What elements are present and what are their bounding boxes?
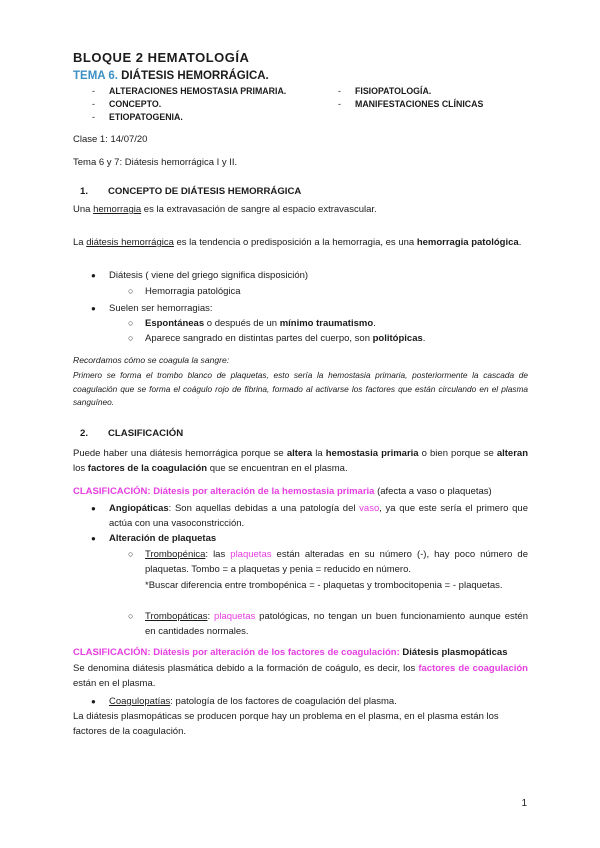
term: hemorragia (93, 204, 142, 215)
text: la (312, 448, 326, 459)
text: , ya que este sería el primero que actúa con una vasoconstricción. (109, 503, 528, 529)
bullet-text: Hemorragia patológica (145, 286, 241, 297)
sub-bullet-icon: ○ (128, 286, 134, 296)
outline-item (92, 86, 287, 96)
block-title: BLOQUE 2 HEMATOLOGÍA (73, 50, 250, 65)
bold-text: hemorragia patológica (416, 237, 519, 248)
outline-label: ALTERACIONES HEMOSTASIA PRIMARIA. (109, 86, 287, 96)
recall-title: Recordamos cómo se coagula la sangre: (73, 355, 230, 365)
section-number: 1. (80, 186, 89, 197)
bullet-icon: ● (91, 271, 96, 280)
bullet-item (91, 268, 309, 283)
page-number: 1 (521, 798, 527, 809)
outline-item (338, 99, 484, 109)
bullet-text: Suelen ser hemorragias: (109, 303, 213, 314)
bold-text: altera (286, 448, 313, 459)
sub-bullet-icon: ○ (128, 549, 134, 559)
text: están en el plasma. (73, 678, 156, 689)
topics-line: Tema 6 y 7: Diátesis hemorrágica I y II. (73, 157, 238, 168)
paragraph (73, 202, 528, 217)
bold-text: Alteración de plaquetas (109, 533, 217, 544)
sub-bullet-item (128, 284, 241, 299)
outline-dash: - (338, 99, 341, 109)
topic-number: TEMA 6. (73, 70, 118, 82)
text: es la tendencia o predisposición a la hemorragia, es una (173, 237, 417, 248)
bullet-item (91, 694, 397, 709)
sub-bullet-icon: ○ (128, 318, 134, 328)
bold-text: Espontáneas (145, 318, 205, 329)
term: Trombopénica (145, 549, 206, 560)
term: Trombopáticas (145, 611, 208, 622)
text: o bien porque se (418, 448, 497, 459)
bold-text: mínimo traumatismo (279, 318, 374, 329)
paragraph: La diátesis plasmopáticas se producen porque hay un problema en el plasma, en el plasma están los factores de la coagulación. (73, 711, 499, 737)
sub-bullet-icon: ○ (128, 333, 134, 343)
paragraph (73, 446, 528, 476)
bullet-item (91, 501, 528, 531)
text: : patología de los factores de coagulación del plasma. (170, 696, 397, 707)
outline-dash: - (92, 86, 95, 96)
outline-label: FISIOPATOLOGÍA. (355, 86, 432, 96)
text: es la extravasación de sangre al espacio extravascular. (141, 204, 377, 215)
bullet-icon: ● (91, 304, 96, 313)
outline-dash: - (92, 112, 95, 122)
topic-name: DIÁTESIS HEMORRÁGICA. (121, 70, 269, 82)
pink-heading: CLASIFICACIÓN: Diátesis por alteración de los factores de coagulación: (73, 647, 400, 658)
classification-heading (73, 645, 533, 660)
term: diátesis hemorrágica (86, 237, 174, 248)
text: o después de un (204, 318, 280, 329)
pink-text: plaquetas (230, 549, 272, 560)
term: Coagulopatías (109, 696, 171, 707)
text: La (73, 237, 87, 248)
section-title: CLASIFICACIÓN (108, 428, 184, 439)
outline-label: CONCEPTO. (109, 99, 162, 109)
text: : las (205, 549, 231, 560)
pink-text: plaquetas (214, 611, 256, 622)
outline-label: MANIFESTACIONES CLÍNICAS (355, 99, 484, 109)
text: los (73, 463, 88, 474)
bold-text: hemostasia primaria (325, 448, 419, 459)
topic-title (73, 70, 269, 82)
bullet-icon: ● (91, 697, 96, 706)
section-number: 2. (80, 428, 89, 439)
section-heading (80, 428, 184, 439)
classification-heading (73, 484, 533, 499)
bullet-icon: ● (91, 504, 96, 513)
bold-text: factores de la coagulación (87, 463, 208, 474)
section-heading (80, 186, 302, 197)
text: : Son aquellas debidas a una patología del (168, 503, 360, 514)
bold-text: politópicas (372, 333, 423, 344)
class-date: Clase 1: 14/07/20 (73, 134, 148, 145)
paragraph (73, 235, 528, 250)
text: Aparece sangrado en distintas partes del cuerpo, son (145, 333, 373, 344)
text: Una (73, 204, 94, 215)
text: que se encuentran en el plasma. (207, 463, 348, 474)
text: Se denomina diátesis plasmática debido a la formación de coágulo, es decir, los (73, 663, 419, 674)
text: Puede haber una diátesis hemorrágica porque se (73, 448, 287, 459)
bullet-item (91, 301, 213, 316)
outline-item (92, 112, 183, 122)
note: *Buscar diferencia entre trombopénica = - plaquetas y trombocitopenia = - plaquetas. (145, 580, 503, 591)
pink-heading: CLASIFICACIÓN: Diátesis por alteración de la hemostasia primaria (73, 486, 375, 497)
text: : (207, 611, 215, 622)
outline-item (92, 99, 162, 109)
text: . (422, 333, 426, 344)
text: . (518, 237, 522, 248)
outline-item (338, 86, 432, 96)
outline-label: ETIOPATOGENIA. (109, 112, 183, 122)
sub-bullet-icon: ○ (128, 611, 134, 621)
sub-bullet-item (128, 331, 426, 346)
text: patológicas, no tengan un buen funcionamiento aunque estén en cantidades normales. (145, 611, 528, 637)
bold-text: Angiopáticas (109, 503, 169, 514)
pink-text: factores de coagulación (418, 663, 528, 674)
bold-text: alteran (496, 448, 528, 459)
sub-bullet-item (128, 316, 376, 331)
paragraph (73, 661, 528, 691)
sub-bullet-item (128, 609, 528, 639)
bullet-item (91, 531, 217, 546)
bullet-text: Diátesis ( viene del griego significa disposición) (109, 270, 309, 281)
text: están alteradas en su número (-), hay poco número de plaquetas. Tombo = a plaquetas y penia = reducido en número. (145, 549, 529, 575)
sub-bullet-item (128, 547, 529, 577)
section-title: CONCEPTO DE DIÁTESIS HEMORRÁGICA (108, 186, 302, 197)
outline-dash: - (92, 99, 95, 109)
bold-text: Diátesis plasmopáticas (399, 647, 508, 658)
pink-text: vaso (359, 503, 380, 514)
text: . (373, 318, 376, 329)
recall-body: Primero se forma el trombo blanco de plaquetas, esto sería la hemostasia primaria, posteriormente la cascada de coagulación que se forma el coágulo rojo de fibrina, formado al activarse los factores que están circulando en el plasma sanguíneo. (73, 370, 528, 407)
text: (afecta a vaso o plaquetas) (374, 486, 492, 497)
bullet-icon: ● (91, 534, 96, 543)
outline-dash: - (338, 86, 341, 96)
